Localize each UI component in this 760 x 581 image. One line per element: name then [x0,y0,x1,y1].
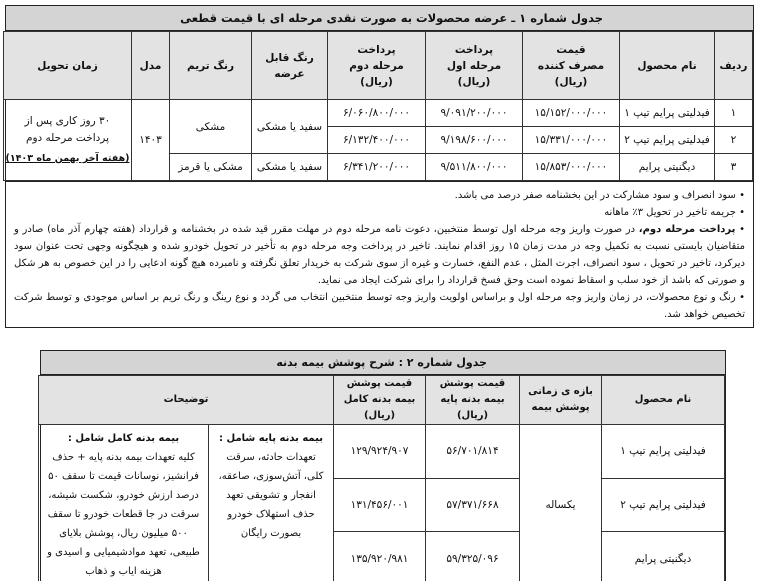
second-payment: ۶/۱۳۲/۴۰۰/۰۰۰ [328,127,426,154]
base-insurance-description: بیمه بدنه پایه شامل : تعهدات حادثه، سرقت کلی، آتش‌سوزی، صاعقه، انفجار و تشویقی تعهد حذف استهلاک خودرو بصورت رایگان [209,425,334,581]
model-year: ۱۴۰۳ [132,100,170,181]
base-insurance-price: ۵۷/۳۷۱/۶۶۸ [426,478,520,532]
insurance-table [40,350,726,581]
header-product: نام محصول [602,376,725,425]
product-name: فیدلیتی پرایم تیپ ۱ [620,100,715,127]
full-insurance-price: ۱۳۱/۴۵۶/۰۰۱ [334,478,426,532]
note-second-payment-title: پرداخت مرحله دوم، [638,224,736,235]
consumer-price: ۱۵/۸۵۳/۰۰۰/۰۰۰ [523,154,620,181]
header-full-insurance-price: قیمت پوشش بیمه بدنه کامل (ریال) [334,376,426,425]
note-cancellation-profit: • سود انصراف و سود مشارکت در این بخشنامه صفر درصد می باشد. [14,187,745,204]
product-name: دیگنیتی پرایم [620,154,715,181]
second-payment: ۶/۳۴۱/۲۰۰/۰۰۰ [328,154,426,181]
table-row [4,100,753,127]
full-insurance-price: ۱۲۹/۹۲۴/۹۰۷ [334,425,426,479]
header-product: نام محصول [620,32,715,100]
insurance-header-row [39,376,725,425]
first-payment: ۹/۵۱۱/۸۰۰/۰۰۰ [426,154,523,181]
header-model: مدل [132,32,170,100]
header-descriptions: توضیحات [39,376,334,425]
note-color-allocation: • رنگ و نوع محصولات، در زمان واریز وجه مرحله اول و براساس اولویت واریز وجه توسط منتخبین انتخاب می گردد و نوع رینگ و رنگ تریم بر اساس موجودی و توسط شرکت تخصیص خواهد شد. [14,289,745,323]
header-first-payment: پرداخت مرحله اول (ریال) [426,32,523,100]
row-index: ۲ [715,127,753,154]
delivery-note: (هفته آخر بهمن ماه ۱۴۰۳) [5,153,130,164]
available-color: سفید یا مشکی [252,100,328,154]
second-payment: ۶/۰۶۰/۸۰۰/۰۰۰ [328,100,426,127]
full-insurance-description: بیمه بدنه کامل شامل : کلیه تعهدات بیمه بدنه پایه + حذف فرانشیز، نوسانات قیمت تا سقف ۵۰ درصد ارزش خودرو، شکست شیشه، سرقت در جا قطعات خودرو تا سقف ۵۰۰ میلیون ریال، پوشش بلایای طبیعی، تعهد موادشیمیایی و اسیدی و هزینه ایاب و ذهاب [39,425,209,581]
offer-table-header-row [4,32,753,100]
first-payment: ۹/۰۹۱/۲۰۰/۰۰۰ [426,100,523,127]
header-consumer-price: قیمت مصرف کننده (ریال) [523,32,620,100]
base-insurance-price: ۵۶/۷۰۱/۸۱۴ [426,425,520,479]
header-trim-color: رنگ تریم [170,32,252,100]
offer-table-grid [3,31,753,181]
base-insurance-price: ۵۹/۳۲۵/۰۹۶ [426,532,520,581]
coverage-period: یکساله [520,425,602,581]
product-name: فیدلیتی پرایم تیپ ۱ [602,425,725,479]
offer-table-caption: جدول شماره ۱ ـ عرضه محصولات به صورت نقدی مرحله ای با قیمت قطعی [6,6,753,31]
header-coverage-period: بازه ی زمانی پوشش بیمه [520,376,602,425]
delivery-time: ۳۰ روز کاری پس از پرداخت مرحله دوم (هفته آخر بهمن ماه ۱۴۰۳) [4,100,132,181]
product-name: فیدلیتی پرایم تیپ ۲ [620,127,715,154]
table-row [39,425,725,479]
header-delivery-time: زمان تحویل [4,32,132,100]
offer-table [5,5,754,328]
header-row-index: ردیف [715,32,753,100]
header-available-color: رنگ قابل عرضه [252,32,328,100]
notes-section [6,181,753,327]
row-index: ۱ [715,100,753,127]
consumer-price: ۱۵/۱۵۲/۰۰۰/۰۰۰ [523,100,620,127]
product-name: فیدلیتی پرایم تیپ ۲ [602,478,725,532]
product-name: دیگنیتی پرایم [602,532,725,581]
note-second-payment [14,221,745,289]
first-payment: ۹/۱۹۸/۶۰۰/۰۰۰ [426,127,523,154]
header-base-insurance-price: قیمت پوشش بیمه بدنه پایه (ریال) [426,376,520,425]
note-delay-penalty: • جریمه تاخیر در تحویل ۳٪ ماهانه [14,204,745,221]
available-color: سفید یا مشکی [252,154,328,181]
consumer-price: ۱۵/۳۳۱/۰۰۰/۰۰۰ [523,127,620,154]
note-second-payment-text: در صورت واریز وجه مرحله اول توسط منتخبین، دعوت نامه مرحله دوم در مهلت مقرر قید شده در بخشنامه و قرارداد (هفته چهارم آذر ماه) صادر و متقاضیان بایستی نسبت به تکمیل وجه در مدت زمان ۱۵ روز اقدام نمایند. تاخیر در پرداخت وجه مرحله دوم به تأخیر در تحویل خودرو شده و هیچگونه وجهی تحت عنوان سود دیرکرد، تاخیر در تحویل ، سود انصراف، اجرت المثل ، عدم النفع، خسارت و غیره از سوی شرکت به خریدار تعلق نگرفته و نامبرده هیچ گونه ادعایی را در این خصوص به هر شکل و صورتی که باشد از خود سلب و اسقاط نموده است وحق فسخ قرارداد را برای شرکت ایجاد می نماید. [14,224,745,286]
full-insurance-price: ۱۳۵/۹۲۰/۹۸۱ [334,532,426,581]
insurance-table-grid [38,375,725,581]
insurance-table-caption: جدول شماره ۲ : شرح پوشش بیمه بدنه [41,351,725,375]
row-index: ۳ [715,154,753,181]
header-second-payment: پرداخت مرحله دوم (ریال) [328,32,426,100]
trim-color: مشکی یا قرمز [170,154,252,181]
trim-color: مشکی [170,100,252,154]
